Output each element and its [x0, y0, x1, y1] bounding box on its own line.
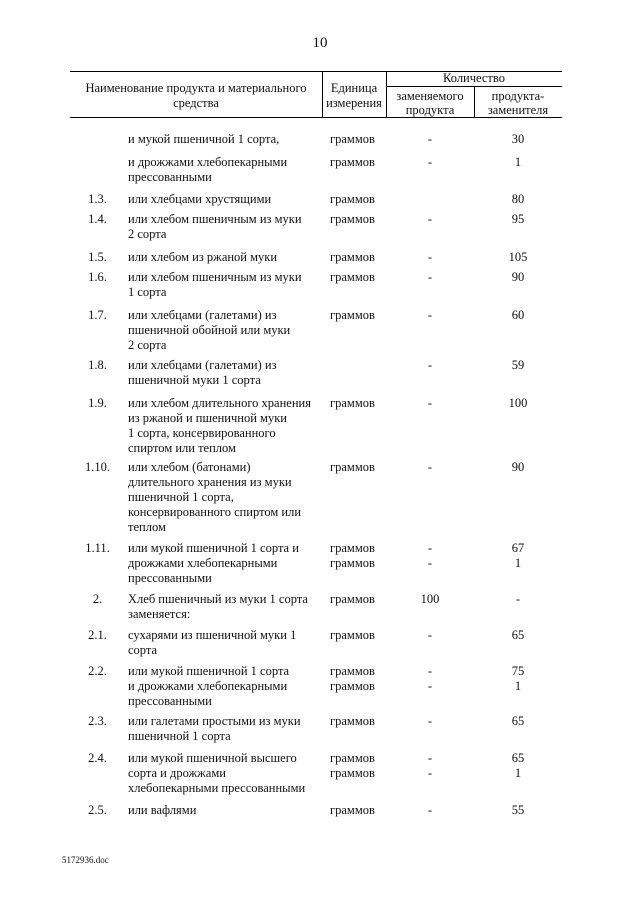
- unit-of-measure-line: граммов: [330, 212, 375, 226]
- product-name: [128, 628, 322, 658]
- product-name: [128, 803, 322, 818]
- product-name: [128, 132, 322, 147]
- product-name-line: или хлебом длительного хранения: [128, 396, 311, 410]
- substitute-quantity-line: -: [515, 592, 521, 606]
- header-quantity: Количество: [443, 71, 505, 85]
- substitute-quantity-line: 90: [511, 270, 525, 284]
- product-name-line: прессованными: [128, 571, 212, 585]
- product-name-line: и дрожжами хлебопекарными: [128, 679, 288, 693]
- product-name-line: и мукой пшеничной 1 сорта,: [128, 132, 280, 146]
- replaced-quantity-line: -: [427, 308, 433, 322]
- product-name-line: или хлебом пшеничным из муки: [128, 270, 302, 284]
- row-number: 2.3.: [88, 714, 107, 728]
- replaced-quantity-line: -: [427, 751, 433, 765]
- product-name: [128, 358, 322, 388]
- replaced-quantity: [386, 270, 474, 285]
- replaced-quantity-line: -: [427, 396, 433, 410]
- unit-of-measure-line: граммов: [330, 396, 375, 410]
- substitute-quantity-line: 30: [511, 132, 525, 146]
- replaced-quantity: [386, 250, 474, 265]
- substitute-quantity-line: 1: [514, 766, 522, 780]
- row-number: 2.4.: [88, 751, 107, 765]
- substitute-quantity: [474, 714, 562, 729]
- substitute-quantity: [474, 358, 562, 373]
- unit-of-measure: [330, 192, 390, 207]
- substitute-quantity: [474, 132, 562, 147]
- substitute-quantity: [474, 803, 562, 818]
- row-number: 2.1.: [88, 628, 107, 642]
- product-name-line: сорта: [128, 643, 158, 657]
- replaced-quantity-line: -: [427, 679, 433, 693]
- replaced-quantity: [386, 803, 474, 818]
- unit-of-measure-line: граммов: [330, 155, 375, 169]
- unit-of-measure: [330, 270, 390, 285]
- product-name-line: хлебопекарными прессованными: [128, 781, 306, 795]
- unit-of-measure-line: граммов: [330, 751, 375, 765]
- substitute-quantity-line: 67: [511, 541, 525, 555]
- product-name-line: Хлеб пшеничный из муки 1 сорта: [128, 592, 308, 606]
- unit-of-measure-line: граммов: [330, 460, 375, 474]
- row-number: 1.6.: [88, 270, 107, 284]
- unit-of-measure-line: граммов: [330, 132, 375, 146]
- product-name-line: прессованными: [128, 170, 212, 184]
- row-number: 2.: [92, 592, 103, 606]
- unit-of-measure-line: граммов: [330, 592, 375, 606]
- product-name-line: или мукой пшеничной высшего: [128, 751, 297, 765]
- unit-of-measure-line: граммов: [330, 803, 375, 817]
- product-name-line: длительного хранения из муки: [128, 475, 292, 489]
- replaced-quantity: [386, 460, 474, 475]
- product-name-line: 1 сорта, консервированного: [128, 426, 276, 440]
- product-name-line: или хлебцами хрустящими: [128, 192, 272, 206]
- product-name-line: 2 сорта: [128, 227, 167, 241]
- substitute-quantity: [474, 628, 562, 643]
- product-name-line: или хлебом (батонами): [128, 460, 251, 474]
- row-number: 1.3.: [88, 192, 107, 206]
- row-number: 2.5.: [88, 803, 107, 817]
- substitute-quantity: [474, 308, 562, 323]
- replaced-quantity-line: -: [427, 664, 433, 678]
- replaced-quantity: [386, 396, 474, 411]
- replaced-quantity-line: -: [427, 714, 433, 728]
- substitute-quantity: [474, 541, 562, 571]
- unit-of-measure: [330, 155, 390, 170]
- unit-of-measure: [330, 396, 390, 411]
- product-name-line: пшеничной обойной или муки: [128, 323, 291, 337]
- substitute-quantity-line: 1: [514, 155, 522, 169]
- replaced-quantity: [386, 751, 474, 781]
- unit-of-measure-line: граммов: [330, 664, 375, 678]
- replaced-quantity: [386, 541, 474, 571]
- product-name-line: или хлебом пшеничным из муки: [128, 212, 302, 226]
- substitute-quantity-line: 59: [511, 358, 525, 372]
- substitute-quantity: [474, 664, 562, 694]
- product-name-line: сухарями из пшеничной муки 1: [128, 628, 297, 642]
- replaced-quantity-line: -: [427, 460, 433, 474]
- product-name: [128, 541, 322, 586]
- product-name-line: пшеничной 1 сорта,: [128, 490, 234, 504]
- substitute-quantity-line: 80: [511, 192, 525, 206]
- product-name-line: консервированного спиртом или: [128, 505, 302, 519]
- product-name-line: из ржаной и пшеничной муки: [128, 411, 287, 425]
- product-name: [128, 212, 322, 242]
- product-name-line: прессованными: [128, 694, 212, 708]
- product-name-line: 2 сорта: [128, 338, 167, 352]
- substitute-quantity: [474, 396, 562, 411]
- substitute-quantity-line: 65: [511, 751, 525, 765]
- substitute-quantity: [474, 250, 562, 265]
- header-product-name: Наименование продукта и материального средства: [85, 81, 307, 110]
- document-code: 5172936.doc: [62, 855, 109, 865]
- product-name-line: или мукой пшеничной 1 сорта: [128, 664, 290, 678]
- unit-of-measure: [330, 664, 390, 694]
- product-name-line: теплом: [128, 520, 166, 534]
- product-name-line: или вафлями: [128, 803, 197, 817]
- substitute-quantity: [474, 592, 562, 607]
- row-number: 1.11.: [85, 541, 110, 555]
- product-name: [128, 751, 322, 796]
- replaced-quantity-line: -: [427, 766, 433, 780]
- product-name-line: 1 сорта: [128, 285, 167, 299]
- unit-of-measure-line: граммов: [330, 628, 375, 642]
- unit-of-measure: [330, 541, 390, 571]
- replaced-quantity-line: -: [427, 628, 433, 642]
- unit-of-measure-line: граммов: [330, 192, 375, 206]
- substitute-quantity-line: 1: [514, 679, 522, 693]
- replaced-quantity-line: 100: [420, 592, 440, 606]
- replaced-quantity-line: -: [427, 358, 433, 372]
- header-unit: Единица измерения: [326, 81, 382, 110]
- row-number: 1.8.: [88, 358, 107, 372]
- replaced-quantity: [386, 308, 474, 323]
- substitute-quantity-line: 55: [511, 803, 525, 817]
- product-name: [128, 250, 322, 265]
- product-name-line: заменяется:: [128, 607, 191, 621]
- replaced-quantity-line: -: [427, 155, 433, 169]
- replaced-quantity: [386, 212, 474, 227]
- substitute-quantity: [474, 270, 562, 285]
- substitute-quantity: [474, 192, 562, 207]
- unit-of-measure: [330, 628, 390, 643]
- substitute-quantity-line: 75: [511, 664, 525, 678]
- row-number: 2.2.: [88, 664, 107, 678]
- unit-of-measure-line: граммов: [330, 541, 375, 555]
- product-name: [128, 592, 322, 622]
- replaced-quantity-line: -: [427, 270, 433, 284]
- unit-of-measure-line: граммов: [330, 250, 375, 264]
- product-name-line: спиртом или теплом: [128, 441, 236, 455]
- unit-of-measure: [330, 308, 390, 323]
- unit-of-measure: [330, 803, 390, 818]
- replaced-quantity: [386, 628, 474, 643]
- product-name-line: пшеничной 1 сорта: [128, 729, 231, 743]
- replaced-quantity: [386, 132, 474, 147]
- unit-of-measure-line: граммов: [330, 714, 375, 728]
- product-name: [128, 396, 322, 456]
- unit-of-measure: [330, 250, 390, 265]
- unit-of-measure-line: граммов: [330, 308, 375, 322]
- row-number: 1.5.: [88, 250, 107, 264]
- unit-of-measure: [330, 592, 390, 607]
- product-name-line: и дрожжами хлебопекарными: [128, 155, 288, 169]
- substitute-quantity: [474, 212, 562, 227]
- substitute-quantity: [474, 751, 562, 781]
- substitute-quantity-line: 60: [511, 308, 525, 322]
- substitute-quantity-line: 105: [508, 250, 528, 264]
- substitute-quantity-line: 65: [511, 628, 525, 642]
- product-name-line: или хлебцами (галетами) из: [128, 358, 277, 372]
- row-number: 1.7.: [88, 308, 107, 322]
- replaced-quantity: [386, 714, 474, 729]
- header-substitute-product: продукта-заменителя: [487, 89, 549, 117]
- unit-of-measure: [330, 714, 390, 729]
- product-name-line: или мукой пшеничной 1 сорта и: [128, 541, 299, 555]
- row-number: 1.4.: [88, 212, 107, 226]
- replaced-quantity-line: -: [427, 132, 433, 146]
- substitute-quantity: [474, 155, 562, 170]
- replaced-quantity-line: -: [427, 803, 433, 817]
- replaced-quantity-line: -: [427, 556, 433, 570]
- header-replaced-product: заменяемого продукта: [396, 89, 464, 117]
- unit-of-measure-line: граммов: [330, 270, 375, 284]
- unit-of-measure-line: граммов: [330, 556, 375, 570]
- product-name-line: пшеничной муки 1 сорта: [128, 373, 261, 387]
- product-name-line: сорта и дрожжами: [128, 766, 226, 780]
- product-name: [128, 714, 322, 744]
- product-name: [128, 155, 322, 185]
- product-name-line: или хлебцами (галетами) из: [128, 308, 277, 322]
- product-name-line: или хлебом из ржаной муки: [128, 250, 278, 264]
- replaced-quantity: [386, 592, 474, 607]
- product-name-line: дрожжами хлебопекарными: [128, 556, 278, 570]
- substitute-quantity-line: 100: [508, 396, 528, 410]
- row-number: 1.9.: [88, 396, 107, 410]
- product-name: [128, 192, 322, 207]
- row-number: 1.10.: [85, 460, 110, 474]
- replaced-quantity: [386, 358, 474, 373]
- substitute-quantity-line: 90: [511, 460, 525, 474]
- page-number: 10: [312, 35, 328, 51]
- replaced-quantity: [386, 664, 474, 694]
- substitute-quantity: [474, 460, 562, 475]
- substitute-quantity-line: 65: [511, 714, 525, 728]
- product-name-line: или галетами простыми из муки: [128, 714, 301, 728]
- unit-of-measure: [330, 212, 390, 227]
- replaced-quantity: [386, 155, 474, 170]
- unit-of-measure-line: граммов: [330, 679, 375, 693]
- unit-of-measure-line: граммов: [330, 766, 375, 780]
- unit-of-measure: [330, 751, 390, 781]
- replaced-quantity-line: -: [427, 212, 433, 226]
- substitute-quantity-line: 95: [511, 212, 525, 226]
- replaced-quantity-line: -: [427, 541, 433, 555]
- product-name: [128, 460, 322, 535]
- product-name: [128, 308, 322, 353]
- replaced-quantity-line: -: [427, 250, 433, 264]
- unit-of-measure: [330, 132, 390, 147]
- product-name: [128, 664, 322, 709]
- substitute-quantity-line: 1: [514, 556, 522, 570]
- unit-of-measure: [330, 460, 390, 475]
- product-name: [128, 270, 322, 300]
